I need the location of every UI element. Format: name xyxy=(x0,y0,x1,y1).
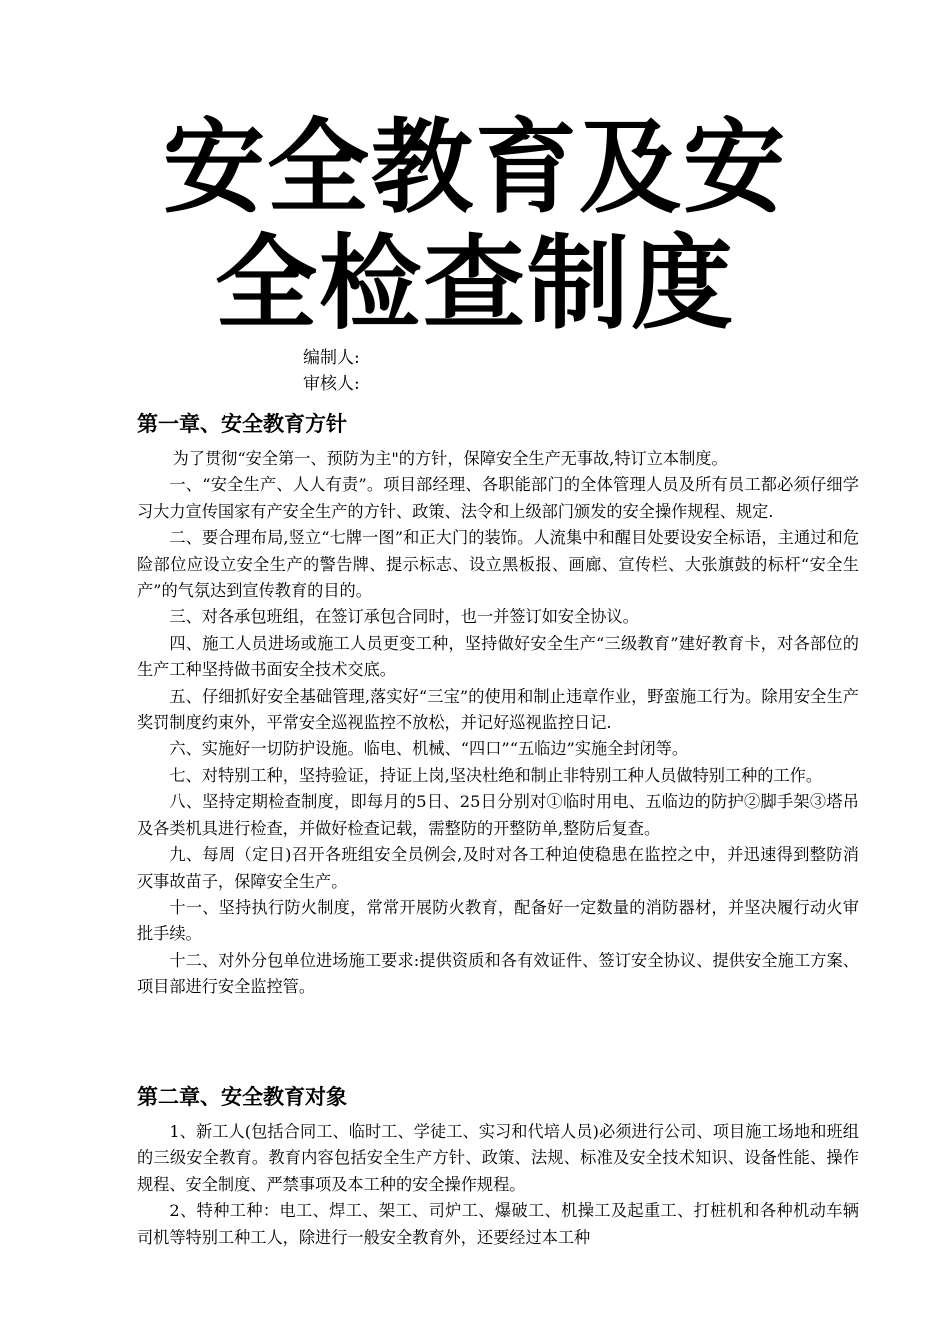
paragraph: 九、每周（定日)召开各班组安全员例会,及时对各工种迫使稳患在监控之中，并迅速得到整防消灭事故苗子，保障安全生产。 xyxy=(137,845,859,891)
chapter-2-heading: 第二章、安全教育对象 xyxy=(137,1085,347,1109)
document-title-line-2: 全检查制度 xyxy=(215,225,735,344)
paragraph: 七、对特别工种，坚持验证，持证上岗,坚决杜绝和制止非特别工种人员做特别工种的工作。 xyxy=(169,765,823,785)
compiler-label: 编制人: xyxy=(303,348,360,368)
paragraph: 十二、对外分包单位进场施工要求:提供资质和各有效证件、签订安全协议、提供安全施工方案、项目部进行安全监控管。 xyxy=(137,950,859,997)
paragraph: 八、坚持定期检查制度，即每月的5日、25日分别对①临时用电、五临边的防护②脚手架③塔吊及各类机具进行检查，并做好检查记载，需整防的开整防单,整防后复查。 xyxy=(137,792,859,838)
paragraph: 二、要合理布局,竖立“七牌一图”和正大门的装饰。人流集中和醒目处要设安全标语，主通过和危险部位应设立安全生产的警告牌、提示标志、设立黑板报、画廊、宣传栏、大张旗鼓的标杆“安全生产”的气氛达到宣传教育的目的。 xyxy=(137,528,859,601)
chapter-1-heading: 第一章、安全教育方针 xyxy=(137,412,347,436)
paragraph: 1、新工人(包括合同工、临时工、学徒工、实习和代培人员)必须进行公司、项目施工场地和班组的三级安全教育。教育内容包括安全生产方针、政策、法规、标准及安全技术知识、设备性能、操作规程、安全制度、严禁事项及本工种的安全操作规程。 xyxy=(137,1122,859,1194)
chapter-2-body xyxy=(137,1119,859,1251)
paragraph: 一、“安全生产、人人有责”。项目部经理、各职能部门的全体管理人员及所有员工都必须仔细学习大力宣传国家有产安全生产的方针、政策、法令和上级部门颁发的安全操作规程、规定. xyxy=(137,475,859,521)
chapter-1-body xyxy=(137,446,859,1001)
paragraph: 六、实施好一切防护设施。临电、机械、“四口”“五临边”实施全封闭等。 xyxy=(169,739,689,759)
paragraph: 五、仔细抓好安全基础管理,落实好“三宝”的使用和制止违章作业，野蛮施工行为。除用安全生产奖罚制度约束外，平常安全巡视监控不放松，并记好巡视监控日记. xyxy=(137,686,859,733)
paragraph: 十一、坚持执行防火制度，常常开展防火教育，配备好一定数量的消防器材，并坚决履行动火审批手续。 xyxy=(137,897,859,944)
paragraph: 三、对各承包班组，在签订承包合同时，也一并签订如安全协议。 xyxy=(169,607,639,627)
paragraph: 为了贯彻“安全第一、预防为主"的方针，保障安全生产无事故,特订立本制度。 xyxy=(172,449,728,468)
document-title-line-1: 安全教育及安 xyxy=(163,109,787,228)
reviewer-label: 审核人: xyxy=(303,374,360,394)
paragraph: 四、施工人员进场或施工人员更变工种，坚持做好安全生产“三级教育”建好教育卡，对各部位的生产工种坚持做书面安全技术交底。 xyxy=(137,633,859,680)
paragraph: 2、特种工种：电工、焊工、架工、司炉工、爆破工、机操工及起重工、打桩机和各种机动车辆司机等特别工种工人，除进行一般安全教育外，还要经过本工种 xyxy=(137,1201,859,1247)
